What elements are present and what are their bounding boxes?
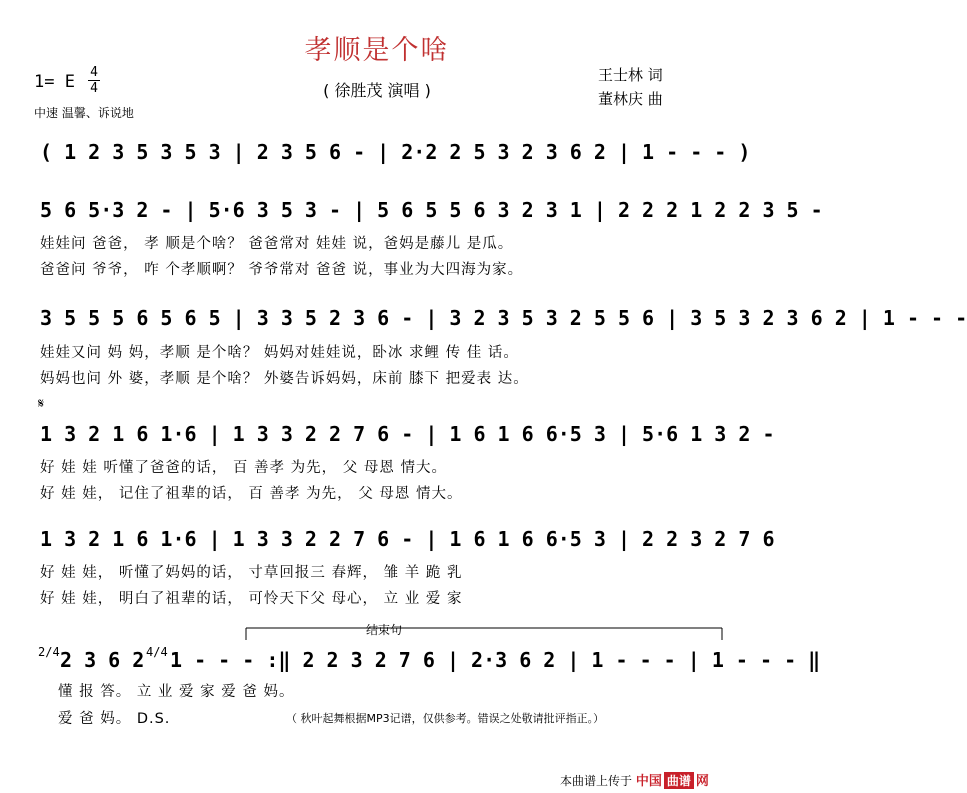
lyricist-credit: 王士林 词 (598, 66, 663, 84)
time-sig-top: 4 (90, 65, 98, 80)
lyric-row-6-verse-2: 爱 爸 妈。 D.S. (58, 711, 171, 727)
lyric-row-5-verse-2: 好 娃 娃， 明白了祖辈的话， 可怜天下父 母心， 立 业 爱 家 (40, 591, 463, 607)
time-sig-bottom: 4 (90, 81, 98, 96)
logo-part-a: 中国 (635, 774, 662, 789)
key-signature: 1= E (34, 72, 75, 92)
tempo-marking: 中速 温馨、诉说地 (34, 106, 134, 120)
lyric-row-3-verse-2: 妈妈也问 外 婆，孝顺 是个啥？ 外婆告诉妈妈，床前 膝下 把爱表 达。 (40, 371, 529, 387)
footer-credit (560, 770, 709, 789)
score-row-6-notes-b: 1 - - - :‖ 2 2 3 2 7 6 | 2·3 6 2 | 1 - - - | 1 - - - ‖ (170, 648, 821, 672)
performer-line: ( 徐胜茂 演唱 ) (323, 81, 431, 100)
ending-label: 结束句 (366, 623, 403, 637)
score-row-2-notes: 5 6 5·3 2 - | 5·6 3 5 3 - | 5 6 5 5 6 3 2 3 1 | 2 2 2 1 2 2 3 5 - (40, 198, 823, 222)
time-signature (88, 66, 100, 95)
transcriber-note: （ 秋叶起舞根据MP3记谱，仅供参考。错误之处敬请批评指正。） (286, 712, 605, 725)
lyric-row-6-verse-1: 懂 报 答。 立 业 爱 家 爱 爸 妈。 (58, 684, 295, 700)
lyric-row-4-verse-2: 好 娃 娃， 记住了祖辈的话， 百 善孝 为先， 父 母恩 情大。 (40, 486, 463, 502)
score-row-6-notes-a: 2 3 6 2 (60, 648, 145, 672)
lyric-row-4-verse-1: 好 娃 娃 听懂了爸爸的话， 百 善孝 为先， 父 母恩 情大。 (40, 460, 447, 476)
row-6-time-sig-b: 4/4 (146, 645, 168, 659)
song-title: 孝顺是个啥 (304, 35, 450, 66)
logo-part-c: 网 (695, 774, 709, 789)
site-logo[interactable] (636, 774, 709, 789)
score-row-4-notes: 1 3 2 1 6 1·6 | 1 3 3 2 2 7 6 - | 1 6 1 6 6·5 3 | 5·6 1 3 2 - (40, 422, 775, 446)
score-row-1-notes: ( 1 2 3 5 3 5 3 | 2 3 5 6 - | 2·2 2 5 3 2 3 6 2 | 1 - - - ) (40, 140, 751, 164)
score-row-3-notes: 3 5 5 5 6 5 6 5 | 3 3 5 2 3 6 - | 3 2 3 5 3 2 5 5 6 | 3 5 3 2 3 6 2 | 1 - - - (40, 306, 967, 330)
segno-sign: 𝄋 (38, 396, 45, 412)
score-row-5-notes: 1 3 2 1 6 1·6 | 1 3 3 2 2 7 6 - | 1 6 1 6 6·5 3 | 2 2 3 2 7 6 (40, 527, 775, 551)
composer-credit: 董林庆 曲 (598, 90, 663, 108)
lyric-row-2-verse-2: 爸爸问 爷爷， 咋 个孝顺啊？ 爷爷常对 爸爸 说，事业为大四海为家。 (40, 262, 524, 278)
logo-part-b: 曲谱 (664, 772, 694, 789)
lyric-row-3-verse-1: 娃娃又问 妈 妈，孝顺 是个啥？ 妈妈对娃娃说，卧冰 求鲤 传 佳 话。 (40, 345, 519, 361)
lyric-row-5-verse-1: 好 娃 娃， 听懂了妈妈的话， 寸草回报三 春辉， 雏 羊 跪 乳 (40, 565, 463, 581)
row-6-time-sig-a: 2/4 (38, 645, 60, 659)
lyric-row-2-verse-1: 娃娃问 爸爸， 孝 顺是个啥？ 爸爸常对 娃娃 说，爸妈是藤儿 是瓜。 (40, 236, 514, 252)
footer-prefix: 本曲谱上传于 (560, 774, 633, 788)
